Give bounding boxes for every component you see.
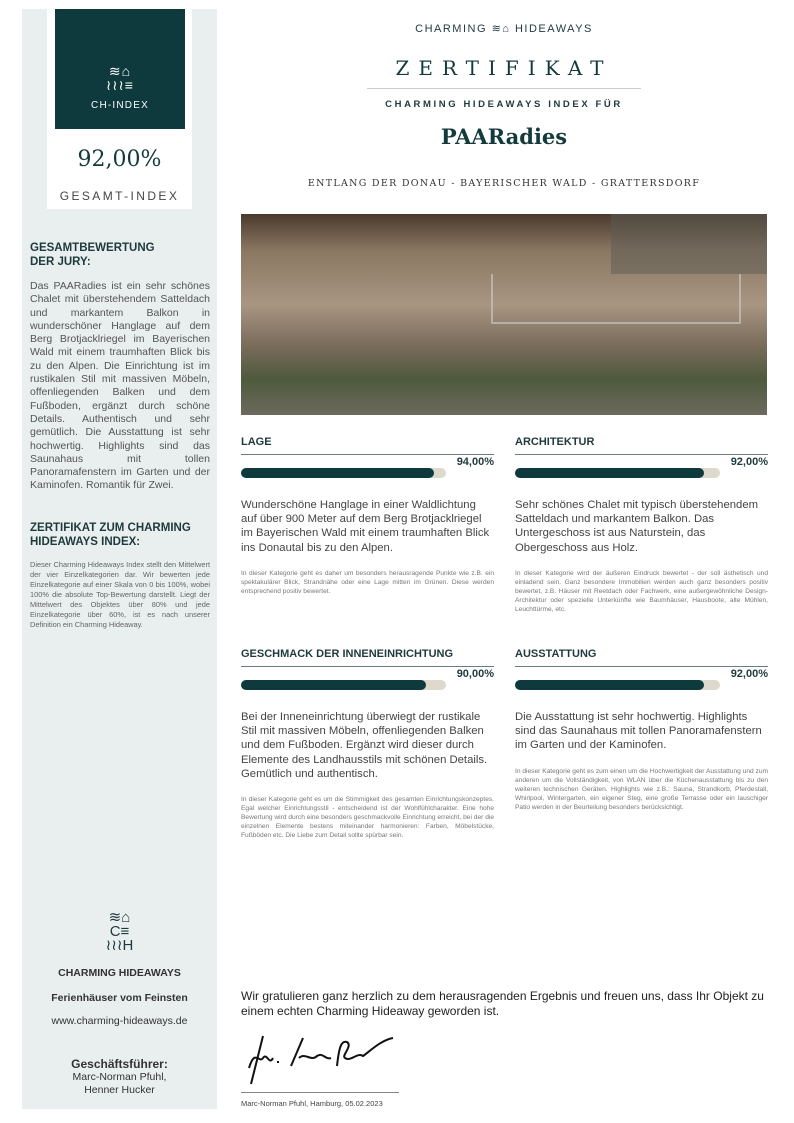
ceo-names: Marc-Norman Pfuhl, Henner Hucker bbox=[72, 1071, 167, 1096]
property-name: PAARadies bbox=[440, 124, 568, 149]
score-bar bbox=[515, 680, 720, 690]
score-bar bbox=[241, 680, 446, 690]
signature-caption: Marc-Norman Pfuhl, Hamburg, 05.02.2023 bbox=[241, 1099, 383, 1108]
category-description: In dieser Kategorie wird der äußeren Eindruck bewertet - der soll ästhetisch und einladend sein. Ganz besondere Immobilien werden auch ganz besonders positiv bewertet, z.B. Häuser mit Reetdach oder Fachwerk, eine außergewöhnliche Design-Architektur oder spezielle Unterkünfte wie Baumhäuser, Hausboote, alte Mühlen, Leuchttürme, etc. bbox=[515, 569, 768, 613]
category-text: Wunderschöne Hanglage in einer Waldlichtung auf über 900 Meter auf dem Berg Brotjacklriegel im Bayerischen Wald mit einem traumhaften Blick ins Donautal bis zu den Alpen. bbox=[241, 499, 490, 554]
category-description: In dieser Kategorie geht es daher um besonders herausragende Punkte wie z.B. ein spektakulärer Blick, Strandnähe oder eine Lage mitten im Grünen. Diese werden entsprechend positiv bewertet. bbox=[241, 569, 494, 595]
category-architektur bbox=[515, 436, 768, 614]
certificate-title: ZERTIFIKAT bbox=[395, 56, 613, 80]
score-bar bbox=[515, 468, 720, 478]
divider bbox=[367, 88, 641, 89]
signature-line bbox=[241, 1092, 399, 1093]
score-bar-fill bbox=[241, 468, 434, 478]
index-card bbox=[47, 9, 192, 209]
signature bbox=[241, 1028, 401, 1090]
score-value: 90,00% bbox=[456, 668, 494, 680]
logo-label: CH-INDEX bbox=[91, 100, 149, 111]
congratulations-text: Wir gratulieren ganz herzlich zu dem herausragenden Ergebnis und freuen uns, dass Ihr Objekt zu einem echten Charming Hideaway geworden ist. bbox=[241, 989, 764, 1018]
ch-index-logo bbox=[55, 9, 185, 129]
score-bar bbox=[241, 468, 446, 478]
logo-mark-icon: ≋⌂ ≀≀≀≡ bbox=[106, 63, 134, 93]
category-title: ARCHITEKTUR bbox=[515, 436, 768, 455]
category-title: AUSSTATTUNG bbox=[515, 648, 768, 667]
category-geschmack bbox=[241, 648, 494, 840]
sidebar bbox=[22, 9, 217, 1109]
score-value: 92,00% bbox=[730, 668, 768, 680]
company-name: CHARMING HIDEAWAYS bbox=[58, 967, 181, 979]
score-value: 94,00% bbox=[456, 456, 494, 468]
property-location: ENTLANG DER DONAU - BAYERISCHER WALD - GRATTERSDORF bbox=[307, 178, 701, 189]
category-description: In dieser Kategorie geht es zum einen um die Hochwertigkeit der Ausstattung und zum anderen um die Vollständigkeit, von WLAN über die Küchenausstattung bis zu den weiteren technischen Geräten. Highlights wie z.B.: Sauna, Strandkorb, Pferdestall, Whirlpool, Wintergarten, ein eigener Steg, eine große Terrasse oder ein lauschiger Patio werden in der Beurteilung besonders berücksichtigt. bbox=[515, 767, 768, 811]
category-text: Sehr schönes Chalet mit typisch überstehendem Satteldach und markantem Balkon. Das Untergeschoss ist aus Naturstein, das Obergeschoss aus Holz. bbox=[515, 499, 759, 554]
jury-heading: GESAMTBEWERTUNG DER JURY: bbox=[30, 242, 155, 268]
category-description: In dieser Kategorie geht es um die Stimmigkeit des gesamten Einrichtungskonzeptes. Egal welcher Einrichtungsstil - entscheidend ist der Wohlfühlcharakter. Eine hohe Bewertung wird durch eine besonders geschmackvolle Einrichtung erreicht, bei der die einzelnen Elemente bestens miteinander harmonieren: Farben, Möbelstücke, Fußböden etc. Die Liebe zum Detail sollte spürbar sein. bbox=[241, 796, 494, 840]
footer-logo-icon: ≋⌂ C≡ ≀≀≀H bbox=[105, 909, 134, 954]
category-title: GESCHMACK DER INNENEINRICHTUNG bbox=[241, 648, 494, 667]
category-lage bbox=[241, 436, 494, 596]
property-photo bbox=[241, 214, 767, 415]
score-bar-fill bbox=[515, 680, 704, 690]
index-text: Dieser Charming Hideaways Index stellt den Mittelwert der vier Einzelkategorien dar. Wir bewerten jede Einzelkategorie auf einer Skala von 0 bis 100%, wobei 100% die absolute Top-Bewertung darstellt. Liegt der Mittelwert des Objektes über 80% und jede Einzelkategorie über 60%, ist es nach unserer Definition ein Charming Hideaway. bbox=[30, 560, 210, 629]
certificate-subtitle: CHARMING HIDEAWAYS INDEX FÜR bbox=[385, 99, 623, 110]
ceo-label: Geschäftsführer: bbox=[71, 1057, 168, 1071]
category-title: LAGE bbox=[241, 436, 494, 455]
score-bar-fill bbox=[241, 680, 426, 690]
score-bar-fill bbox=[515, 468, 704, 478]
total-index: 92,00% bbox=[77, 147, 162, 172]
index-heading: ZERTIFIKAT ZUM CHARMING HIDEAWAYS INDEX: bbox=[30, 522, 191, 548]
brand-logo: CHARMING ≋⌂ HIDEAWAYS bbox=[415, 23, 593, 35]
total-index-label: GESAMT-INDEX bbox=[59, 189, 180, 203]
category-text: Bei der Inneneinrichtung überwiegt der rustikale Stil mit massiven Möbeln, offenliegenden Balken und dem Fußboden. Ergänzt wird dieser durch Elemente des Landhausstils mit schönen Details. Gemütlich und authentisch. bbox=[241, 711, 488, 780]
score-value: 92,00% bbox=[730, 456, 768, 468]
category-ausstattung bbox=[515, 648, 768, 812]
website-link[interactable]: www.charming-hideaways.de bbox=[51, 1015, 188, 1027]
jury-text: Das PAARadies ist ein sehr schönes Chalet mit überstehendem Satteldach und markantem Balkon in wunderschöner Hanglage auf dem Berg Brotjacklriegel im Bayerischen Wald mit einem traumhaften Blick bis zu den Alpen. Die Einrichtung ist im rustikalen Stil mit massiven Möbeln, offenliegenden Balken und dem Fußboden, ergänzt durch schöne Details. Authentisch und sehr gemütlich. Die Ausstattung ist sehr hochwertig. Highlights sind das Saunahaus mit tollen Panoramafenstern im Garten und der Kaminofen. Romantik für Zwei. bbox=[30, 280, 210, 492]
category-text: Die Ausstattung ist sehr hochwertig. Highlights sind das Saunahaus mit tollen Panoramafenstern im Garten und der Kaminofen. bbox=[515, 711, 762, 752]
slogan: Ferienhäuser vom Feinsten bbox=[51, 992, 188, 1004]
